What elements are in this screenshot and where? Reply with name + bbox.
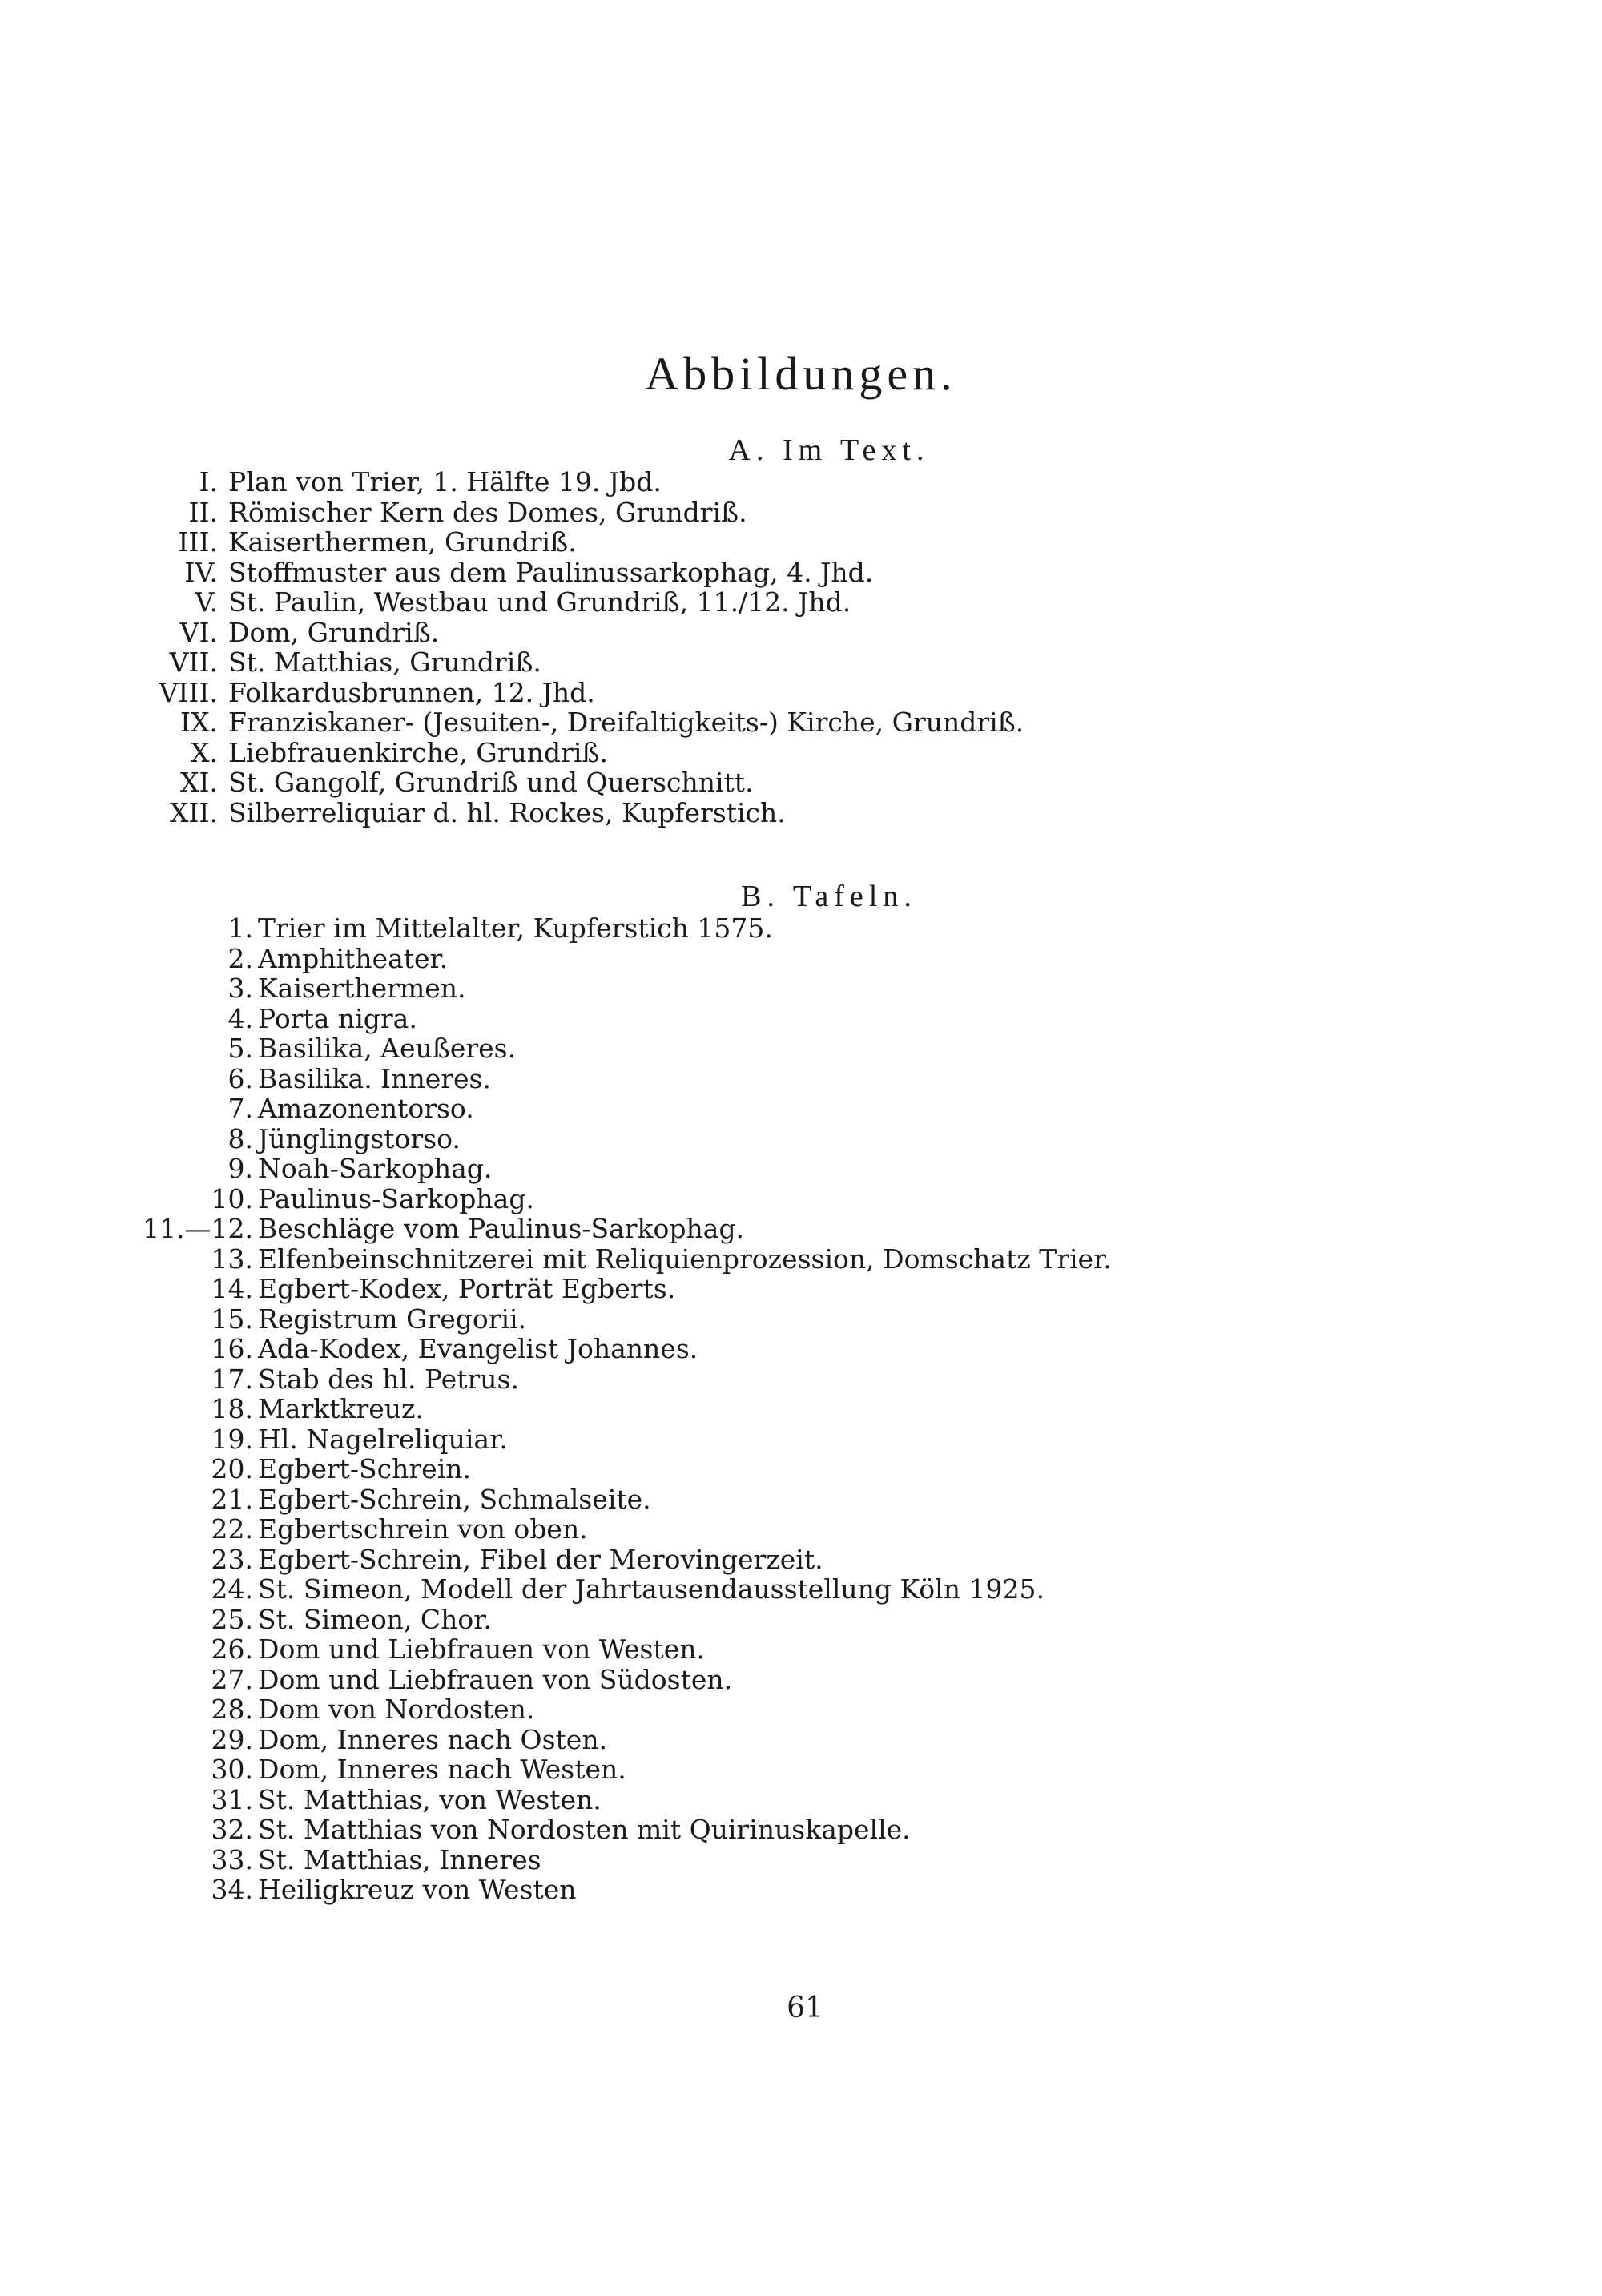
- item-number: 1.: [227, 912, 253, 944]
- item-number: 19.: [211, 1423, 253, 1455]
- item-number: 6.: [227, 1062, 253, 1094]
- item-caption: Paulinus-Sarkophag.: [258, 1182, 534, 1214]
- figure-list-im-text: [0, 467, 1602, 828]
- item-caption: St. Matthias von Nordosten mit Quirinuskapelle.: [258, 1814, 911, 1845]
- item-number: 34.: [211, 1874, 253, 1905]
- plate-list-item: [0, 1484, 1602, 1515]
- plate-list-tafeln: [0, 913, 1602, 1905]
- plate-list-item: [0, 1424, 1602, 1455]
- item-number: 15.: [211, 1303, 253, 1335]
- item-caption: Egbert-Schrein, Fibel der Merovingerzeit.: [258, 1543, 823, 1575]
- item-number: 24.: [211, 1573, 253, 1605]
- item-number: 32.: [211, 1814, 253, 1845]
- plate-list-item: [0, 1574, 1602, 1605]
- item-number: 25.: [211, 1603, 253, 1635]
- section-heading-tafeln: B. Tafeln.: [741, 880, 917, 913]
- item-caption: Stab des hl. Petrus.: [258, 1363, 519, 1395]
- item-caption: Egbert-Kodex, Porträt Egberts.: [258, 1273, 676, 1304]
- figure-list-item: [0, 587, 1602, 618]
- page-number: 61: [787, 1992, 823, 2024]
- item-caption: Römischer Kern des Domes, Grundriß.: [228, 496, 747, 528]
- item-number: 30.: [211, 1754, 253, 1785]
- item-caption: Marktkreuz.: [258, 1393, 424, 1424]
- item-caption: St. Gangolf, Grundriß und Querschnitt.: [228, 767, 754, 798]
- item-number: 7.: [227, 1093, 253, 1124]
- section-heading-im-text: A. Im Text.: [728, 433, 930, 467]
- item-number: 26.: [211, 1633, 253, 1665]
- item-number: 28.: [211, 1694, 253, 1725]
- plate-list-item: [0, 1545, 1602, 1575]
- plate-list-item: [0, 1304, 1602, 1335]
- item-number: VIII.: [159, 676, 218, 708]
- item-caption: Silberreliquiar d. hl. Rockes, Kupferstich.: [228, 796, 786, 828]
- item-caption: St. Matthias, Grundriß.: [228, 647, 541, 678]
- item-caption: Hl. Nagelreliquiar.: [258, 1423, 508, 1455]
- figure-list-item: [0, 767, 1602, 798]
- figure-list-item: [0, 618, 1602, 648]
- item-caption: Egbert-Schrein, Schmalseite.: [258, 1483, 651, 1515]
- figure-list-item: [0, 707, 1602, 738]
- plate-list-item: [0, 1845, 1602, 1875]
- item-number: 14.: [211, 1273, 253, 1304]
- plate-list-item: [0, 1154, 1602, 1184]
- item-number: XI.: [179, 767, 218, 798]
- item-caption: Basilika. Inneres.: [258, 1062, 491, 1094]
- item-caption: St. Paulin, Westbau und Grundriß, 11./12. Jhd.: [228, 586, 851, 618]
- item-caption: Ada-Kodex, Evangelist Johannes.: [258, 1333, 698, 1364]
- figure-list-item: [0, 527, 1602, 558]
- item-number: 23.: [211, 1543, 253, 1575]
- item-caption: Plan von Trier, 1. Hälfte 19. Jbd.: [228, 466, 662, 497]
- item-number: VI.: [179, 616, 218, 648]
- plate-list-item: [0, 1094, 1602, 1124]
- item-number: VII.: [169, 647, 218, 678]
- item-caption: Jünglingstorso.: [258, 1122, 461, 1154]
- item-number: 22.: [211, 1513, 253, 1545]
- item-caption: Noah-Sarkophag.: [258, 1153, 493, 1184]
- figure-list-item: [0, 467, 1602, 497]
- plate-list-item: [0, 1033, 1602, 1064]
- plate-list-item: [0, 1064, 1602, 1094]
- plate-list-item: [0, 944, 1602, 974]
- item-number: 31.: [211, 1783, 253, 1815]
- item-caption: St. Simeon, Modell der Jahrtausendausstellung Köln 1925.: [258, 1573, 1045, 1605]
- item-number: 21.: [211, 1483, 253, 1515]
- figure-list-item: [0, 678, 1602, 708]
- item-number: 13.: [211, 1243, 253, 1275]
- plate-list-item: [0, 1364, 1602, 1395]
- item-number: 5.: [227, 1033, 253, 1064]
- item-caption: Folkardusbrunnen, 12. Jhd.: [228, 676, 595, 708]
- item-number: 8.: [227, 1122, 253, 1154]
- item-number: 10.: [211, 1182, 253, 1214]
- item-number: V.: [195, 586, 218, 618]
- plate-list-item: [0, 1665, 1602, 1695]
- item-caption: Porta nigra.: [258, 1002, 417, 1034]
- figure-list-item: [0, 497, 1602, 528]
- figure-list-item: [0, 738, 1602, 768]
- item-number: XII.: [169, 796, 218, 828]
- item-number: I.: [199, 466, 218, 497]
- item-number: II.: [188, 496, 218, 528]
- item-number: 29.: [211, 1723, 253, 1755]
- figure-list-item: [0, 798, 1602, 828]
- plate-list-item: [0, 1634, 1602, 1665]
- plate-list-item: [0, 1785, 1602, 1815]
- item-number: IX.: [179, 707, 218, 738]
- item-caption: Dom und Liebfrauen von Westen.: [258, 1633, 706, 1665]
- item-number: 11.—12.: [143, 1213, 253, 1244]
- item-caption: Registrum Gregorii.: [258, 1303, 527, 1335]
- plate-list-item: [0, 1605, 1602, 1635]
- plate-list-item: [0, 1454, 1602, 1484]
- item-caption: Amphitheater.: [258, 942, 449, 974]
- item-caption: Dom, Inneres nach Westen.: [258, 1754, 626, 1785]
- item-caption: Dom, Inneres nach Osten.: [258, 1723, 608, 1755]
- item-caption: Trier im Mittelalter, Kupferstich 1575.: [258, 912, 773, 944]
- item-number: 3.: [227, 973, 253, 1004]
- plate-list-item: [0, 913, 1602, 944]
- page-title: Abbildungen.: [645, 348, 957, 400]
- item-caption: Heiligkreuz von Westen: [258, 1874, 577, 1905]
- item-number: III.: [178, 526, 218, 558]
- item-caption: Kaiserthermen.: [258, 973, 466, 1004]
- plate-list-item: [0, 1514, 1602, 1545]
- item-caption: Liebfrauenkirche, Grundriß.: [228, 736, 609, 768]
- item-caption: Franziskaner- (Jesuiten-, Dreifaltigkeits-) Kirche, Grundriß.: [228, 707, 1024, 738]
- item-caption: Elfenbeinschnitzerei mit Reliquienprozession, Domschatz Trier.: [258, 1243, 1112, 1275]
- plate-list-item: [0, 973, 1602, 1004]
- figure-list-item: [0, 558, 1602, 588]
- item-caption: Egbertschrein von oben.: [258, 1513, 588, 1545]
- item-caption: St. Matthias, von Westen.: [258, 1783, 602, 1815]
- item-number: 18.: [211, 1393, 253, 1424]
- plate-list-item: [0, 1815, 1602, 1845]
- plate-list-item: [0, 1004, 1602, 1034]
- plate-list-item: [0, 1244, 1602, 1275]
- item-number: 20.: [211, 1453, 253, 1484]
- item-caption: St. Simeon, Chor.: [258, 1603, 492, 1635]
- plate-list-item: [0, 1394, 1602, 1424]
- item-caption: Amazonentorso.: [258, 1093, 474, 1124]
- figure-list-item: [0, 647, 1602, 678]
- item-number: 27.: [211, 1663, 253, 1695]
- item-caption: Dom, Grundriß.: [228, 616, 440, 648]
- plate-list-item: [0, 1694, 1602, 1725]
- item-number: 17.: [211, 1363, 253, 1395]
- item-caption: St. Matthias, Inneres: [258, 1843, 541, 1875]
- item-number: 4.: [227, 1002, 253, 1034]
- plate-list-item: [0, 1124, 1602, 1154]
- item-caption: Kaiserthermen, Grundriß.: [228, 526, 577, 558]
- item-caption: Dom und Liebfrauen von Südosten.: [258, 1663, 733, 1695]
- plate-list-item: [0, 1214, 1602, 1244]
- item-number: 16.: [211, 1333, 253, 1364]
- item-number: 33.: [211, 1843, 253, 1875]
- item-caption: Egbert-Schrein.: [258, 1453, 471, 1484]
- item-caption: Dom von Nordosten.: [258, 1694, 535, 1725]
- item-number: 2.: [227, 942, 253, 974]
- plate-list-item: [0, 1274, 1602, 1304]
- item-caption: Stoffmuster aus dem Paulinussarkophag, 4. Jhd.: [228, 556, 874, 588]
- plate-list-item: [0, 1334, 1602, 1364]
- plate-list-item: [0, 1875, 1602, 1905]
- item-number: IV.: [184, 556, 218, 588]
- item-caption: Basilika, Aeußeres.: [258, 1033, 517, 1064]
- plate-list-item: [0, 1184, 1602, 1214]
- item-number: X.: [191, 736, 218, 768]
- item-number: 9.: [227, 1153, 253, 1184]
- plate-list-item: [0, 1754, 1602, 1785]
- plate-list-item: [0, 1725, 1602, 1755]
- item-caption: Beschläge vom Paulinus-Sarkophag.: [258, 1213, 745, 1244]
